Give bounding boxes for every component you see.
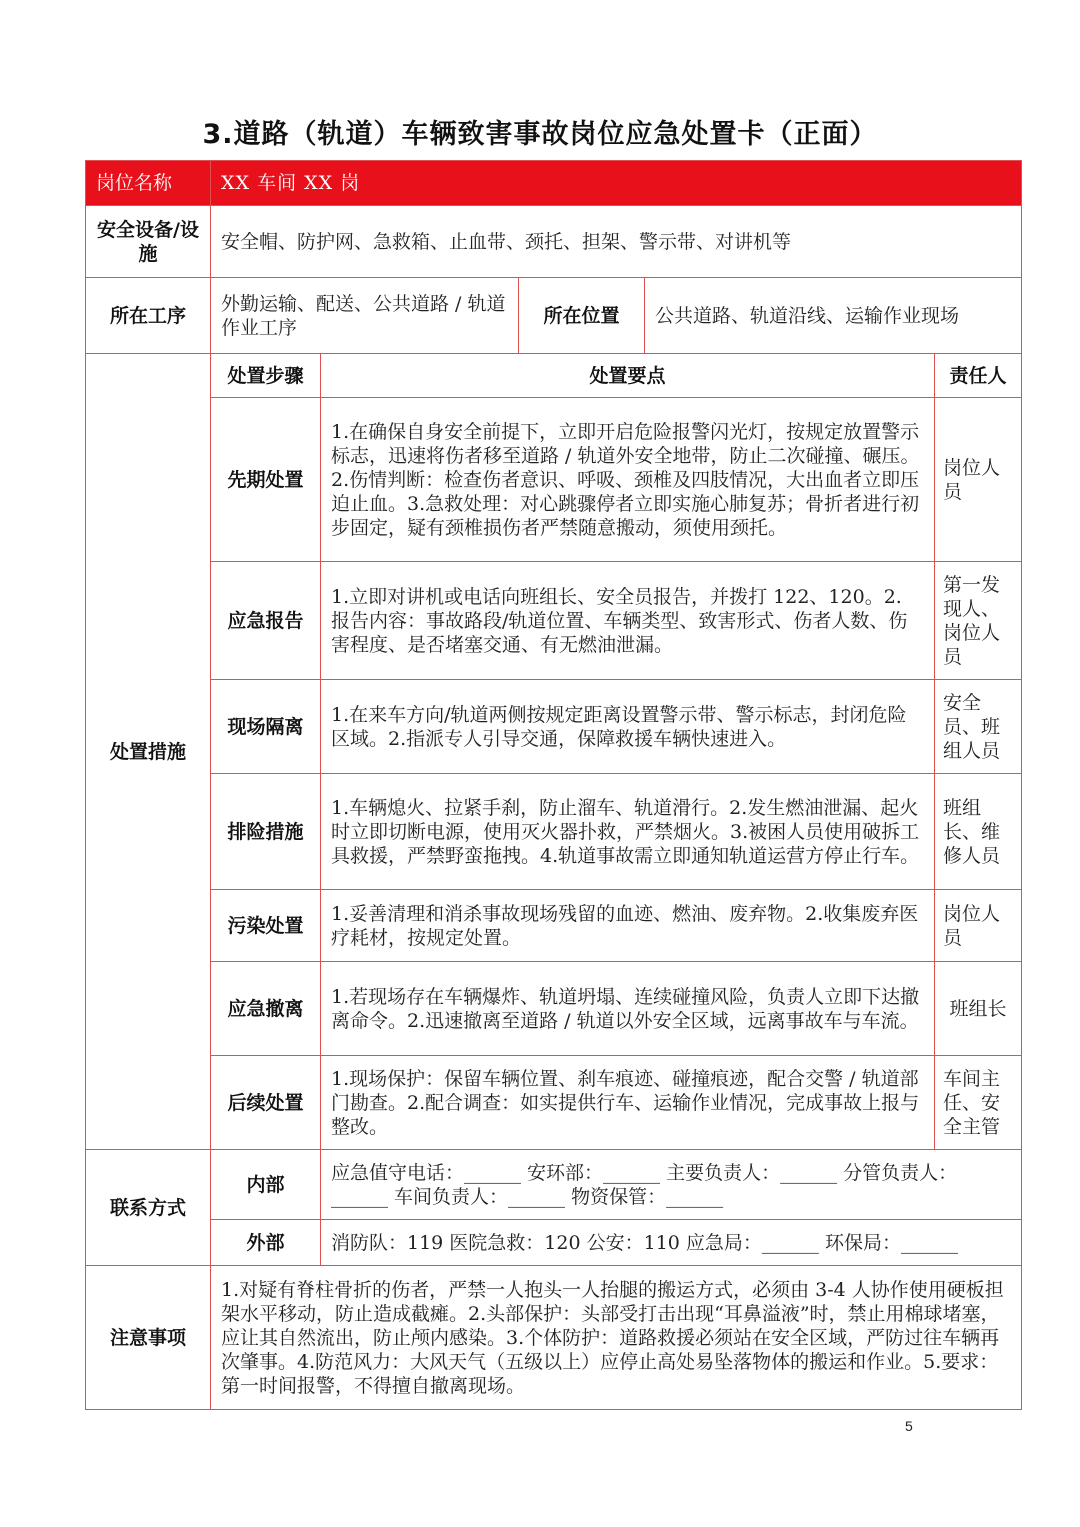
notes-label: 注意事项 xyxy=(86,1266,211,1410)
measure-resp: 安全员、班组人员 xyxy=(935,680,1022,774)
measure-row xyxy=(86,962,1022,1056)
measure-row xyxy=(86,1056,1022,1150)
notes-value: 1.对疑有脊柱骨折的伤者，严禁一人抱头一人抬腿的搬运方式，必须由 3-4 人协作使用硬板担架水平移动，防止造成截瘫。2.头部保护：头部受打击出现“耳鼻溢液”时，禁止用棉球堵塞，应让其自然流出，防止颅内感染。3.个体防护：道路救援必须站在安全区域，严防过往车辆再次肇事。4.防范风力：大风天气（五级以上）应停止高处易坠落物体的搬运和作业。5.要求：第一时间报警，不得擅自撤离现场。 xyxy=(211,1266,1022,1410)
measure-row xyxy=(86,890,1022,962)
measure-resp: 第一发现人、岗位人员 xyxy=(935,562,1022,680)
col-step-header: 处置步骤 xyxy=(211,354,321,398)
measure-resp: 岗位人员 xyxy=(935,890,1022,962)
equipment-row xyxy=(86,206,1022,278)
col-resp-header: 责任人 xyxy=(935,354,1022,398)
page-title: 3.道路（轨道）车辆致害事故岗位应急处置卡（正面） xyxy=(202,119,878,150)
col-points-header: 处置要点 xyxy=(321,354,935,398)
post-row xyxy=(86,161,1022,206)
measures-header-row xyxy=(86,354,1022,398)
measure-step: 现场隔离 xyxy=(211,680,321,774)
measure-resp: 车间主任、安全主管 xyxy=(935,1056,1022,1150)
measure-step: 应急撤离 xyxy=(211,962,321,1056)
measure-row xyxy=(86,774,1022,890)
contact-external-label: 外部 xyxy=(211,1220,321,1266)
contact-label: 联系方式 xyxy=(86,1150,211,1266)
measures-label: 处置措施 xyxy=(86,354,211,1150)
equipment-label: 安全设备/设施 xyxy=(86,206,211,278)
measure-resp: 岗位人员 xyxy=(935,398,1022,562)
notes-row xyxy=(86,1266,1022,1410)
process-value: 外勤运输、配送、公共道路 / 轨道作业工序 xyxy=(211,278,519,354)
measure-step: 排险措施 xyxy=(211,774,321,890)
measure-row xyxy=(86,680,1022,774)
measure-points: 1.立即对讲机或电话向班组长、安全员报告，并拨打 122、120。2. 报告内容：事故路段/轨道位置、车辆类型、致害形式、伤者人数、伤害程度、是否堵塞交通、有无燃油泄漏。 xyxy=(321,562,935,680)
location-label: 所在位置 xyxy=(519,278,645,354)
emergency-card-table xyxy=(85,160,1022,1410)
process-row xyxy=(86,278,1022,354)
measure-step: 后续处置 xyxy=(211,1056,321,1150)
equipment-value: 安全帽、防护网、急救箱、止血带、颈托、担架、警示带、对讲机等 xyxy=(211,206,1022,278)
measure-resp: 班组长、维修人员 xyxy=(935,774,1022,890)
measure-points: 1.妥善清理和消杀事故现场残留的血迹、燃油、废弃物。2.收集废弃医疗耗材，按规定处置。 xyxy=(321,890,935,962)
contact-internal-row xyxy=(86,1150,1022,1220)
page-number: 5 xyxy=(905,1418,913,1434)
post-label: 岗位名称 xyxy=(86,161,211,206)
location-value: 公共道路、轨道沿线、运输作业现场 xyxy=(645,278,1022,354)
measure-points: 1.在确保自身安全前提下，立即开启危险报警闪光灯，按规定放置警示标志，迅速将伤者移至道路 / 轨道外安全地带，防止二次碰撞、碾压。2.伤情判断：检查伤者意识、呼吸、颈椎及四肢情况，大出血者立即压迫止血。3.急救处理：对心跳骤停者立即实施心肺复苏；骨折者进行初步固定，疑有颈椎损伤者严禁随意搬动，须使用颈托。 xyxy=(321,398,935,562)
contact-internal-label: 内部 xyxy=(211,1150,321,1220)
measure-points: 1.车辆熄火、拉紧手刹，防止溜车、轨道滑行。2.发生燃油泄漏、起火时立即切断电源，使用灭火器扑救，严禁烟火。3.被困人员使用破拆工具救援，严禁野蛮拖拽。4.轨道事故需立即通知轨道运营方停止行车。 xyxy=(321,774,935,890)
process-label: 所在工序 xyxy=(86,278,211,354)
measure-resp: 班组长 xyxy=(935,962,1022,1056)
measure-row xyxy=(86,398,1022,562)
contact-external-row xyxy=(86,1220,1022,1266)
measure-points: 1.现场保护：保留车辆位置、刹车痕迹、碰撞痕迹，配合交警 / 轨道部门勘查。2.配合调查：如实提供行车、运输作业情况，完成事故上报与整改。 xyxy=(321,1056,935,1150)
measure-points: 1.在来车方向/轨道两侧按规定距离设置警示带、警示标志，封闭危险区域。2.指派专人引导交通，保障救援车辆快速进入。 xyxy=(321,680,935,774)
post-value: XX 车间 XX 岗 xyxy=(211,161,1022,206)
measure-step: 污染处置 xyxy=(211,890,321,962)
contact-internal-value: 应急值守电话：______ 安环部：______ 主要负责人：______ 分管负责人：______ 车间负责人：______ 物资保管：______ xyxy=(321,1150,1022,1220)
measure-row xyxy=(86,562,1022,680)
contact-external-value: 消防队：119 医院急救：120 公安：110 应急局：______ 环保局：______ xyxy=(321,1220,1022,1266)
measure-step: 应急报告 xyxy=(211,562,321,680)
measure-step: 先期处置 xyxy=(211,398,321,562)
measure-points: 1.若现场存在车辆爆炸、轨道坍塌、连续碰撞风险，负责人立即下达撤离命令。2.迅速撤离至道路 / 轨道以外安全区域，远离事故车与车流。 xyxy=(321,962,935,1056)
